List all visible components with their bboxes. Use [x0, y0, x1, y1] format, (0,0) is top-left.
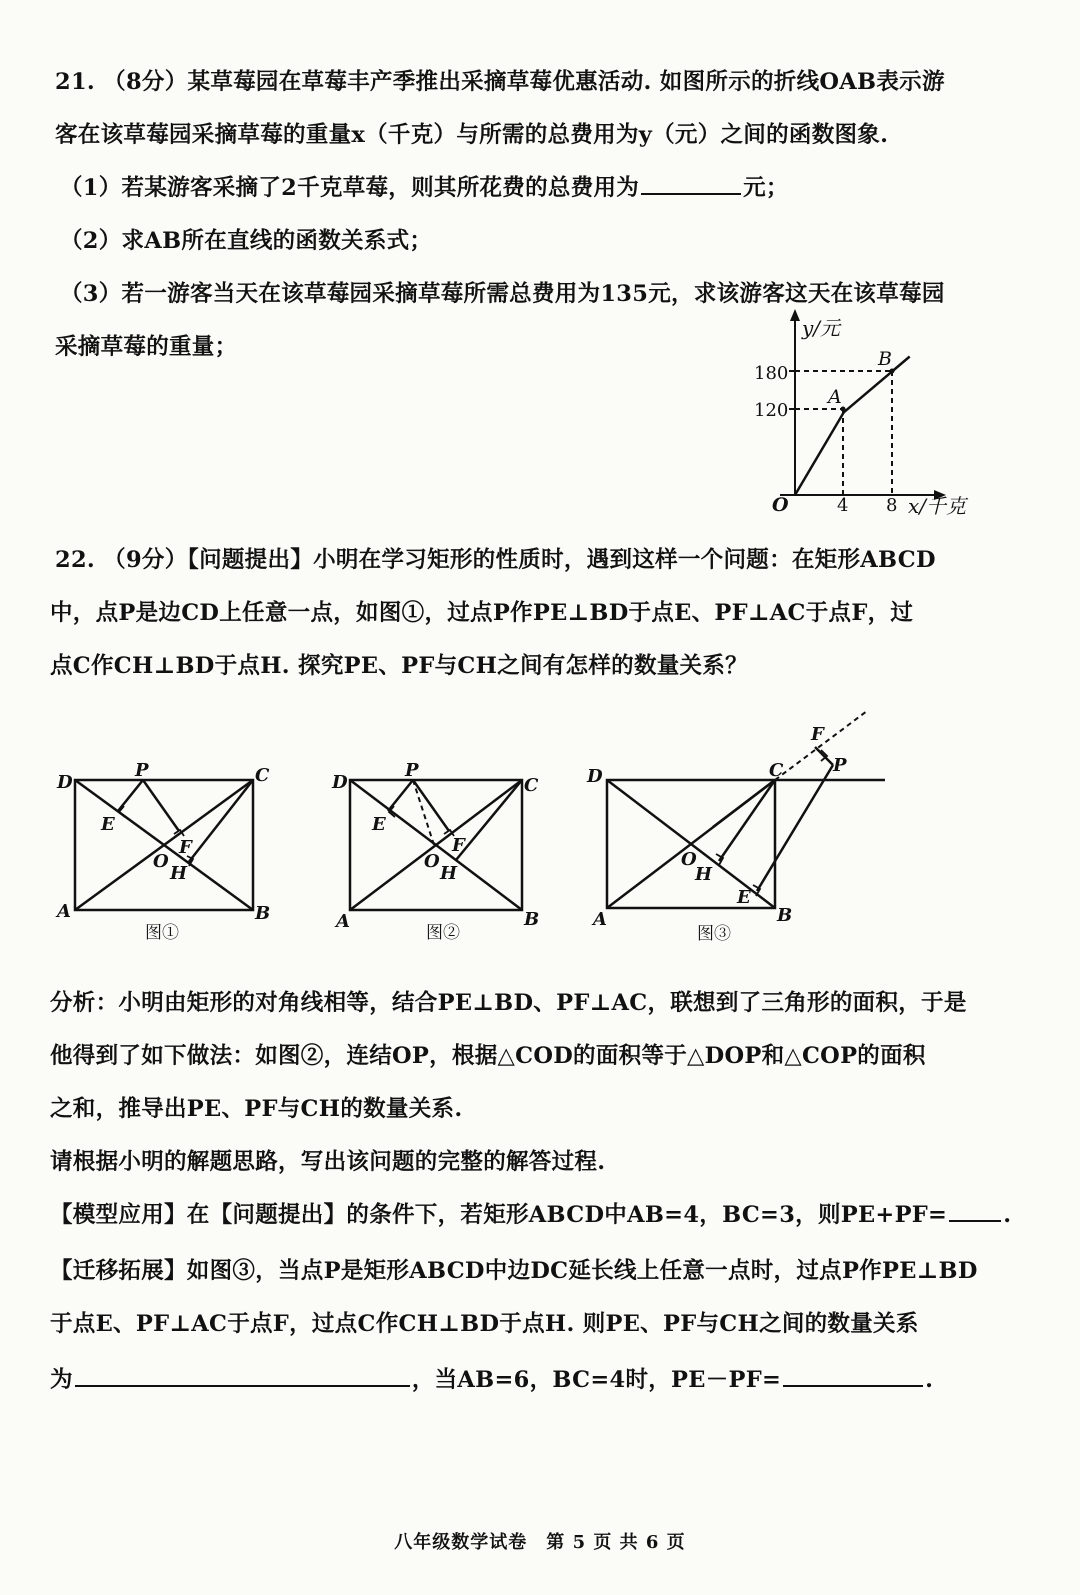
q21-line1: 21. （8分）某草莓园在草莓丰产季推出采摘草莓优惠活动. 如图所示的折线OAB表示游 — [55, 69, 945, 95]
y-axis-label: y/元 — [802, 316, 841, 340]
model-end: . — [1003, 1202, 1012, 1228]
x-axis-label: x/千克 — [908, 494, 967, 518]
extension-line1: 【迁移拓展】如图③，当点P是矩形ABCD中边DC延长线上任意一点时，过点P作PE⊥BD — [50, 1258, 978, 1284]
f2-label-o: O — [424, 851, 440, 872]
request-line: 请根据小明的解题思路，写出该问题的完整的解答过程. — [50, 1149, 606, 1175]
answer-blank-3[interactable] — [75, 1365, 410, 1387]
analysis-line3: 之和，推导出PE、PF与CH的数量关系. — [50, 1096, 463, 1122]
analysis-line2: 他得到了如下做法：如图②，连结OP，根据△COD的面积等于△DOP和△COP的面积 — [50, 1043, 926, 1069]
origin-label: O — [772, 494, 789, 516]
extension-line3 — [50, 1362, 933, 1394]
f2-label-a: A — [336, 911, 350, 932]
f2-label-h: H — [440, 863, 458, 884]
x-tick-4: 4 — [837, 495, 849, 516]
extension-line2: 于点E、PF⊥AC于点F，过点C作CH⊥BD于点H. 则PE、PF与CH之间的数量关系 — [50, 1311, 919, 1337]
f1-caption: 图① — [145, 923, 179, 943]
f1-label-p: P — [135, 760, 149, 781]
analysis-line1: 分析：小明由矩形的对角线相等，结合PE⊥BD、PF⊥AC，联想到了三角形的面积，于是 — [50, 990, 967, 1016]
segment-ch — [456, 780, 522, 860]
x-tick-8: 8 — [886, 495, 898, 516]
figure-3 — [585, 705, 905, 950]
q21-part3-line1: （3）若一游客当天在该草莓园采摘草莓所需总费用为135元，求该游客这天在该草莓园 — [60, 281, 945, 307]
f3-label-h: H — [695, 864, 713, 885]
label-b: B — [878, 348, 892, 370]
label-a: A — [828, 386, 842, 408]
y-axis-arrow — [790, 309, 800, 321]
q22-line2: 中，点P是边CD上任意一点，如图①，过点P作PE⊥BD于点E、PF⊥AC于点F，过 — [50, 600, 914, 626]
f2-label-e: E — [372, 814, 386, 835]
q21-part1-text: （1）若某游客采摘了2千克草莓，则其所花费的总费用为 — [60, 175, 640, 201]
q21-part1-unit: 元； — [743, 175, 789, 201]
f3-label-a: A — [593, 909, 607, 930]
f1-label-b: B — [255, 903, 271, 924]
f3-label-d: D — [587, 766, 603, 787]
segment-ch — [719, 780, 775, 861]
f3-label-p: P — [833, 755, 847, 776]
f3-label-b: B — [777, 905, 793, 926]
f2-label-b: B — [524, 909, 540, 930]
f1-label-e: E — [101, 814, 115, 835]
figure-2 — [320, 755, 560, 950]
f2-label-d: D — [332, 772, 348, 793]
q22-line3: 点C作CH⊥BD于点H. 探究PE、PF与CH之间有怎样的数量关系？ — [50, 653, 748, 679]
figure-1 — [45, 755, 285, 950]
q22-line1: 22. （9分）【问题提出】小明在学习矩形的性质时，遇到这样一个问题：在矩形ABCD — [55, 547, 936, 573]
segment-pf — [815, 747, 833, 765]
segment-pf — [143, 780, 179, 831]
q21-line2: 客在该草莓园采摘草莓的重量x（千克）与所需的总费用为y（元）之间的函数图象. — [55, 122, 889, 148]
f3-caption: 图③ — [697, 924, 731, 944]
page-footer: 八年级数学试卷 第 5 页 共 6 页 — [394, 1532, 686, 1553]
f2-label-p: P — [405, 760, 419, 781]
ext3-mid: ，当AB=6，BC=4时，PE－PF= — [411, 1367, 782, 1393]
f1-label-d: D — [57, 772, 73, 793]
f3-label-o: O — [681, 849, 697, 870]
model-application — [50, 1197, 1011, 1229]
answer-blank-2[interactable] — [949, 1200, 1001, 1222]
ac-extension — [775, 711, 867, 780]
answer-blank-1[interactable] — [641, 173, 741, 195]
f1-label-c: C — [255, 765, 270, 786]
f1-label-h: H — [170, 863, 188, 884]
f3-label-c: C — [769, 760, 784, 781]
f1-label-a: A — [57, 901, 71, 922]
diagonal-ac-upper — [713, 780, 775, 827]
f1-label-o: O — [153, 851, 169, 872]
f2-label-f: F — [452, 835, 465, 856]
ext3-end: . — [925, 1367, 934, 1393]
ext3-pre: 为 — [50, 1367, 73, 1393]
f3-label-e: E — [737, 887, 751, 908]
q21-part2: （2）求AB所在直线的函数关系式； — [60, 228, 433, 254]
answer-blank-4[interactable] — [783, 1365, 923, 1387]
q21-part3-line2: 采摘草莓的重量； — [55, 334, 238, 360]
y-tick-180: 180 — [754, 363, 789, 384]
f2-label-c: C — [524, 775, 539, 796]
f3-label-f: F — [811, 724, 824, 745]
model-text: 【模型应用】在【问题提出】的条件下，若矩形ABCD中AB=4，BC=3，则PE+PF= — [50, 1202, 948, 1228]
y-tick-120: 120 — [754, 400, 789, 421]
segment-pf — [413, 780, 449, 831]
function-graph — [740, 305, 1000, 525]
segment-pe — [388, 780, 413, 811]
segment-pe — [118, 780, 143, 811]
f2-caption: 图② — [426, 923, 460, 943]
q21-part1 — [60, 170, 789, 202]
f1-label-f: F — [179, 837, 192, 858]
